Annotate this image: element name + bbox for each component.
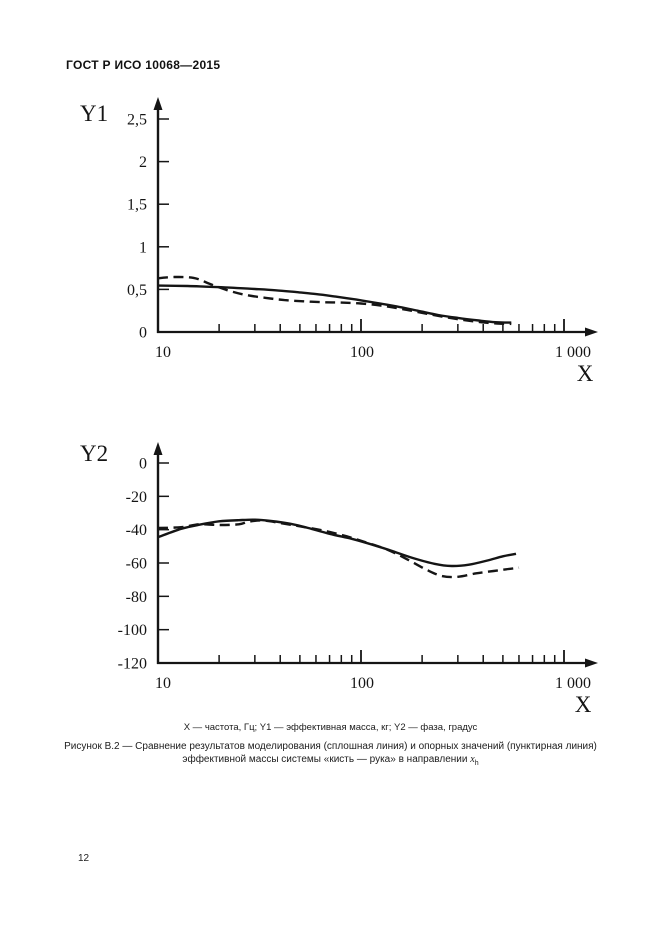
x-axis-arrow xyxy=(585,328,598,337)
y-axis-name: Y2 xyxy=(80,441,109,466)
y-tick-label: -60 xyxy=(125,555,147,573)
y-tick-label: 2,5 xyxy=(127,111,147,129)
y-tick-label: 1,5 xyxy=(127,196,147,214)
y-tick-label: 2 xyxy=(139,154,147,172)
figure-caption xyxy=(30,722,631,770)
y-tick-label: -20 xyxy=(125,488,147,506)
y-tick-label: -80 xyxy=(125,588,147,606)
curve-solid xyxy=(158,286,511,323)
figure-caption-line2 xyxy=(30,753,631,770)
caption-units: X — частота, Гц; Y1 — эффективная масса, кг; Y2 — фаза, градус xyxy=(183,722,478,733)
x-tick-label: 1 000 xyxy=(555,675,591,692)
y-tick-label: 0,5 xyxy=(127,281,147,299)
document-header: ГОСТ Р ИСО 10068—2015 xyxy=(66,58,221,72)
x-tick-label: 100 xyxy=(350,344,374,361)
caption-line2-text: эффективной массы системы «кисть — рука» в направлении xyxy=(182,754,471,765)
x-tick-label: 1 000 xyxy=(555,344,591,361)
x-tick-label: 100 xyxy=(350,675,374,692)
y-axis-arrow xyxy=(154,97,163,110)
figure-caption-line1: Рисунок В.2 — Сравнение результатов моделирования (сплошная линия) и опорных значений (пунктирная линия) xyxy=(64,741,597,752)
y-tick-label: 0 xyxy=(139,455,147,473)
y-tick-label: -100 xyxy=(117,622,147,640)
direction-symbol: x xyxy=(470,754,475,765)
y-tick-label: 0 xyxy=(139,324,147,342)
y-tick-label: 1 xyxy=(139,239,147,257)
x-tick-label: 10 xyxy=(155,344,171,361)
x-tick-label: 10 xyxy=(155,675,171,692)
y-tick-label: -120 xyxy=(117,655,147,673)
page-number: 12 xyxy=(78,853,90,864)
x-axis-name: X xyxy=(576,361,594,386)
x-axis-name: X xyxy=(574,692,592,717)
curve-dashed xyxy=(158,520,519,577)
y-axis-arrow xyxy=(154,442,163,455)
direction-subscript: h xyxy=(474,760,479,767)
y-tick-label: -40 xyxy=(125,522,147,540)
chart-y2 xyxy=(80,441,598,717)
y-axis-name: Y1 xyxy=(80,101,109,126)
chart-y1 xyxy=(80,97,598,386)
x-axis-arrow xyxy=(585,659,598,668)
curve-solid xyxy=(158,520,516,566)
